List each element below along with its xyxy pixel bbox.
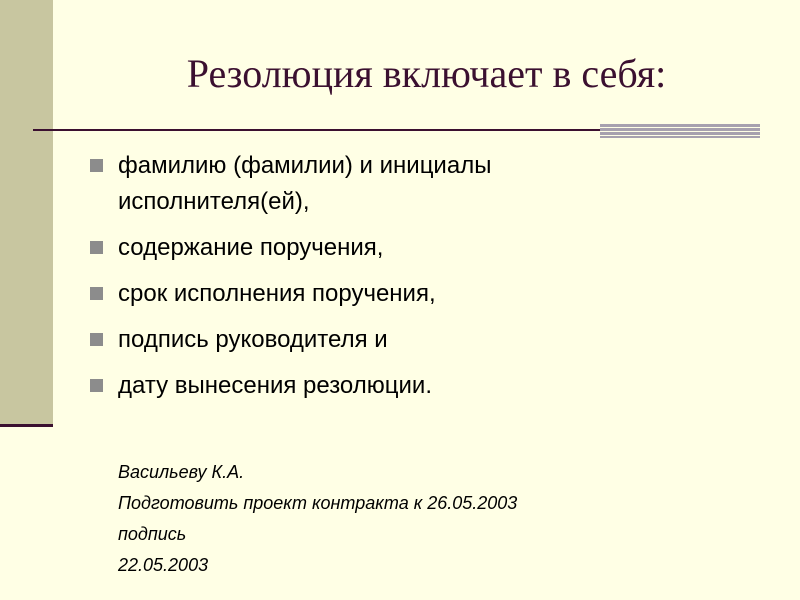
resolution-example [118, 457, 517, 581]
list-item [90, 368, 650, 404]
left-decorative-band [0, 0, 53, 426]
slide-title: Резолюция включает в себя: [186, 51, 667, 96]
title-divider-line [33, 129, 600, 131]
square-bullet-icon [90, 287, 103, 300]
square-bullet-icon [90, 159, 103, 172]
bullet-text: фамилию (фамилии) и инициалы исполнителя(ей), [118, 152, 492, 215]
bullet-text: дату вынесения резолюции. [118, 372, 432, 399]
square-bullet-icon [90, 379, 103, 392]
example-instruction: Подготовить проект контракта к 26.05.2003 [118, 493, 518, 513]
left-band-underline [0, 424, 53, 427]
square-bullet-icon [90, 333, 103, 346]
example-signature: подпись [118, 524, 187, 544]
list-item [90, 148, 650, 220]
example-addressee: Васильеву К.А. [118, 462, 245, 482]
list-item [90, 230, 650, 266]
bullet-text: срок исполнения поручения, [118, 280, 436, 307]
list-item [90, 276, 650, 312]
square-bullet-icon [90, 241, 103, 254]
title-divider-accent [600, 124, 760, 138]
bullet-text: подпись руководителя и [118, 326, 388, 353]
list-item [90, 322, 650, 358]
bullet-list [90, 148, 650, 414]
bullet-text: содержание поручения, [118, 234, 384, 261]
example-date: 22.05.2003 [118, 555, 209, 575]
